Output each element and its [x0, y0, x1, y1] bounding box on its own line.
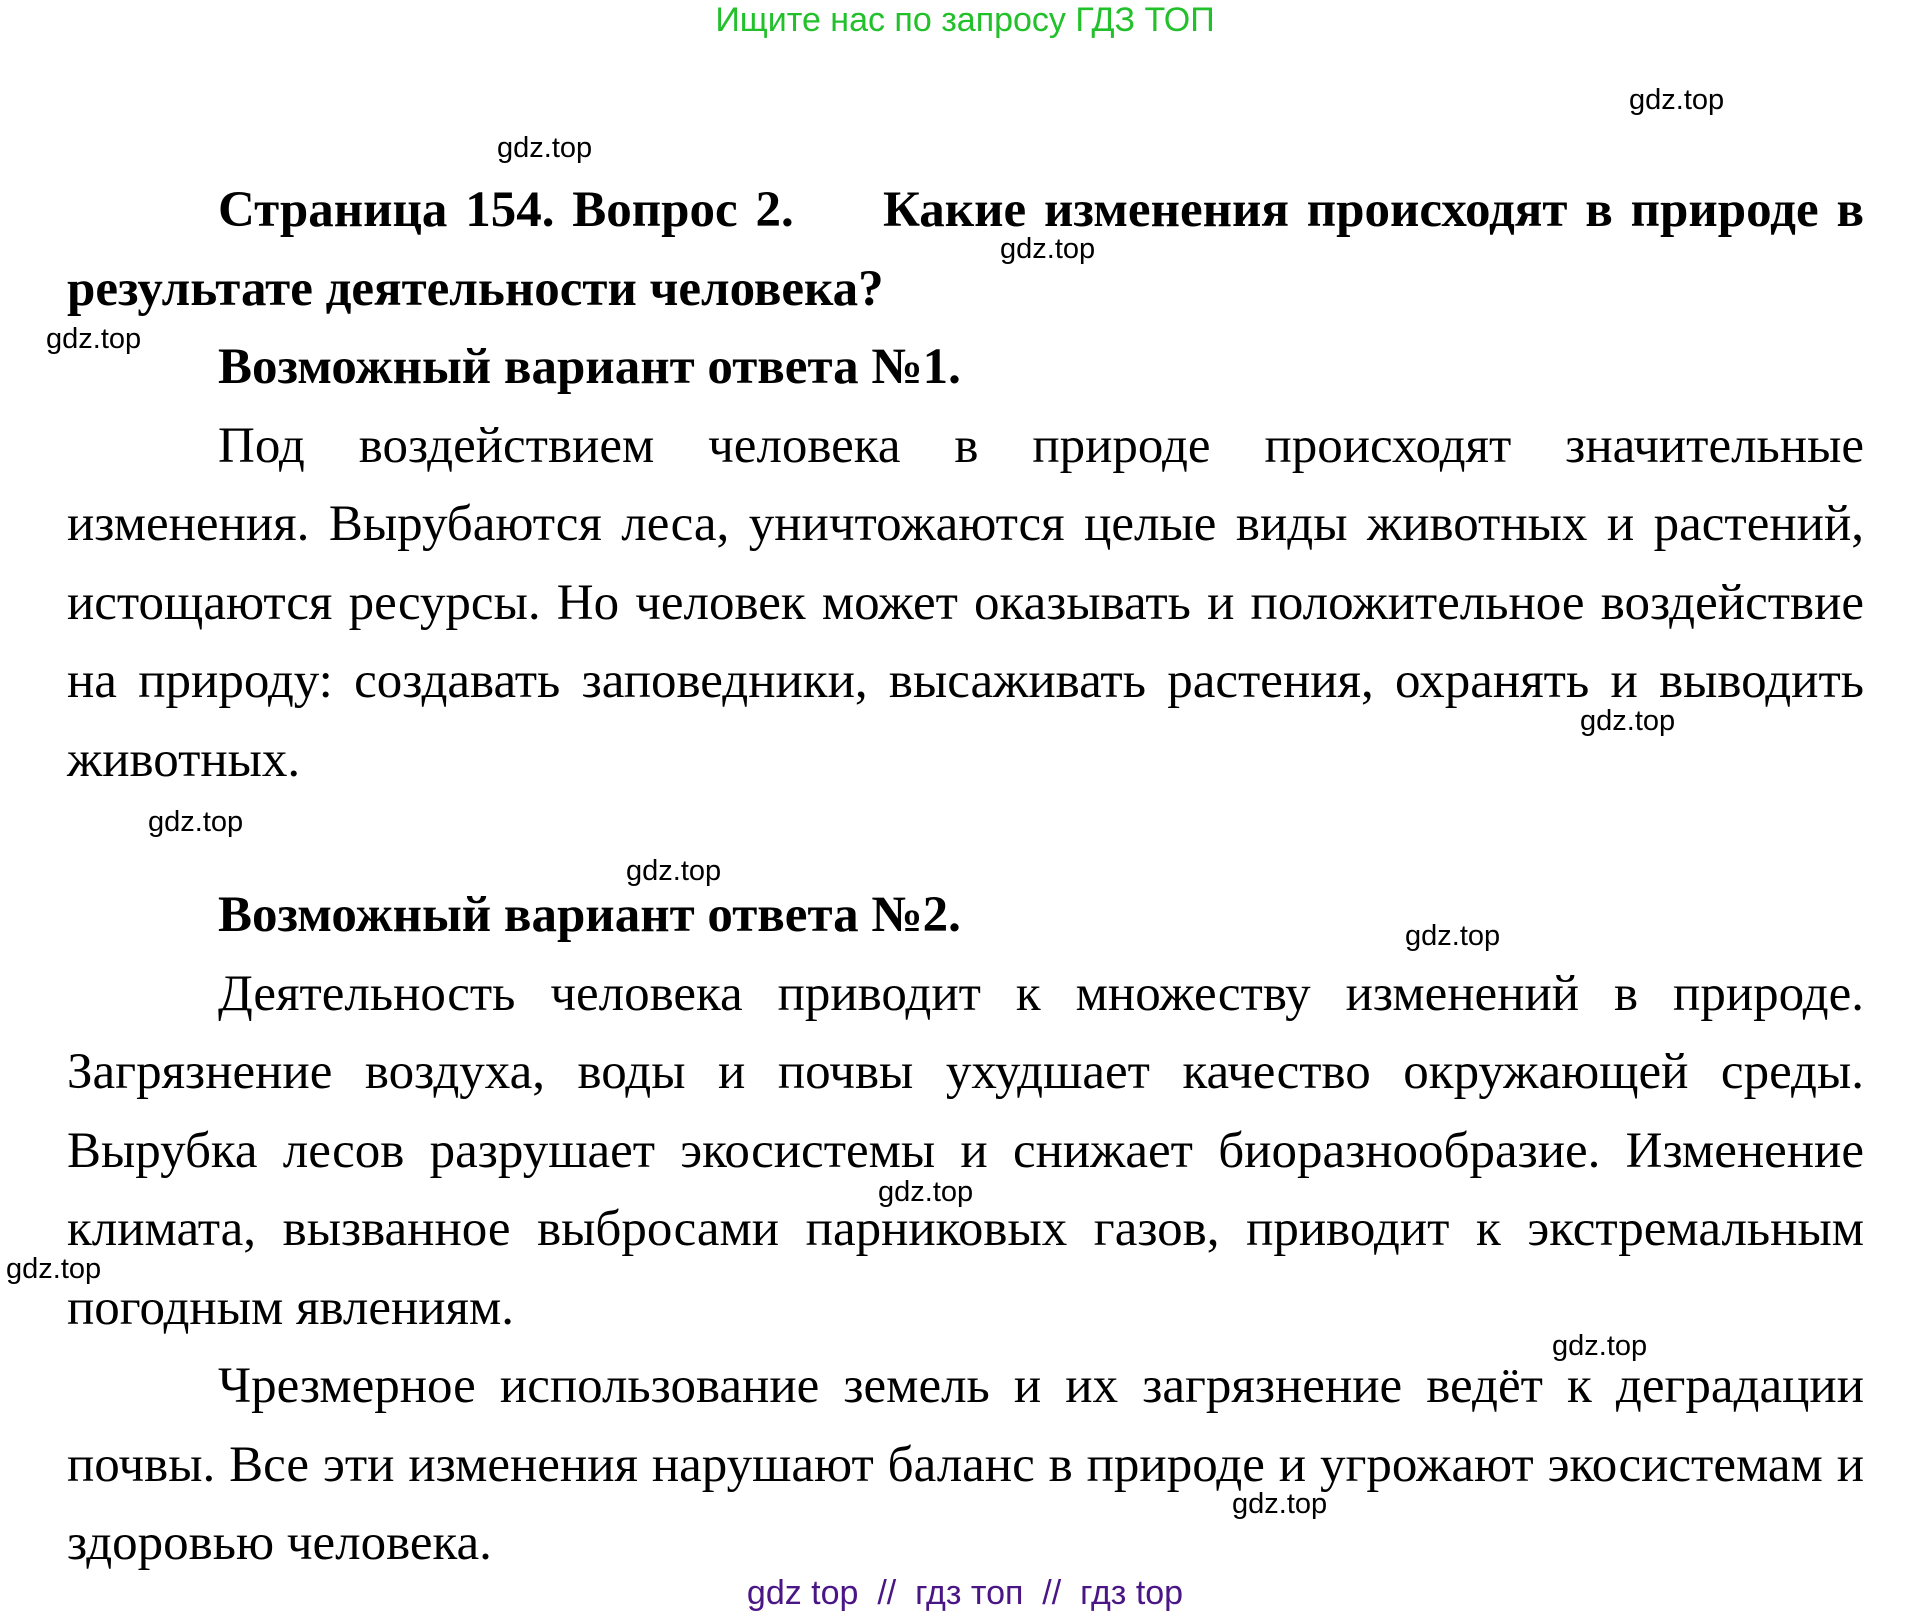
watermark: gdz.top — [46, 323, 142, 355]
watermark: gdz.top — [878, 1176, 974, 1208]
answer-2 — [67, 876, 1864, 1583]
answer-2-heading: Возможный вариант ответа №2. — [218, 887, 961, 943]
question-block — [67, 171, 1864, 328]
watermark: gdz.top — [497, 132, 593, 164]
watermark: gdz.top — [626, 855, 722, 887]
watermark: gdz.top — [6, 1253, 102, 1285]
question-text: Какие изменения происходят в природе в результате деятельности человека? — [67, 182, 1864, 317]
watermark: gdz.top — [148, 806, 244, 838]
answer-2-paragraph-2: Чрезмерное использование земель и их загрязнение ведёт к деградации почвы. Все эти изменения нарушают баланс в природе и угрожают экосистемам и здоровью человека. — [67, 1358, 1864, 1571]
watermark: gdz.top — [1552, 1330, 1648, 1362]
footer-watermark: gdz top // гдз топ // гдз top — [746, 1574, 1184, 1612]
question-title — [67, 171, 1864, 328]
answer-1-heading: Возможный вариант ответа №1. — [218, 339, 961, 395]
answer-1 — [67, 328, 1864, 799]
answer-2-paragraph-1: Деятельность человека приводит к множеству изменений в природе. Загрязнение воздуха, воды и почвы ухудшает качество окружающей среды. Вырубка лесов разрушает экосистемы и снижает биоразнообразие. Изменение климата, вызванное выбросами парниковых газов, приводит к экстремальным погодным явлениям. — [67, 965, 1864, 1336]
question-label: Страница 154. Вопрос 2. — [218, 182, 794, 238]
watermark: gdz.top — [1232, 1488, 1328, 1520]
watermark: gdz.top — [1629, 84, 1725, 116]
watermark: gdz.top — [1000, 233, 1096, 265]
top-banner: Ищите нас по запросу ГДЗ ТОП — [715, 1, 1215, 39]
watermark: gdz.top — [1580, 705, 1676, 737]
answer-1-paragraph: Под воздействием человека в природе происходят значительные изменения. Вырубаются леса, уничтожаются целые виды животных и растений, истощаются ресурсы. Но человек может оказывать и положительное воздействие на природу: создавать заповедники, высаживать растения, охранять и выводить животных. — [67, 417, 1864, 788]
watermark: gdz.top — [1405, 920, 1501, 952]
